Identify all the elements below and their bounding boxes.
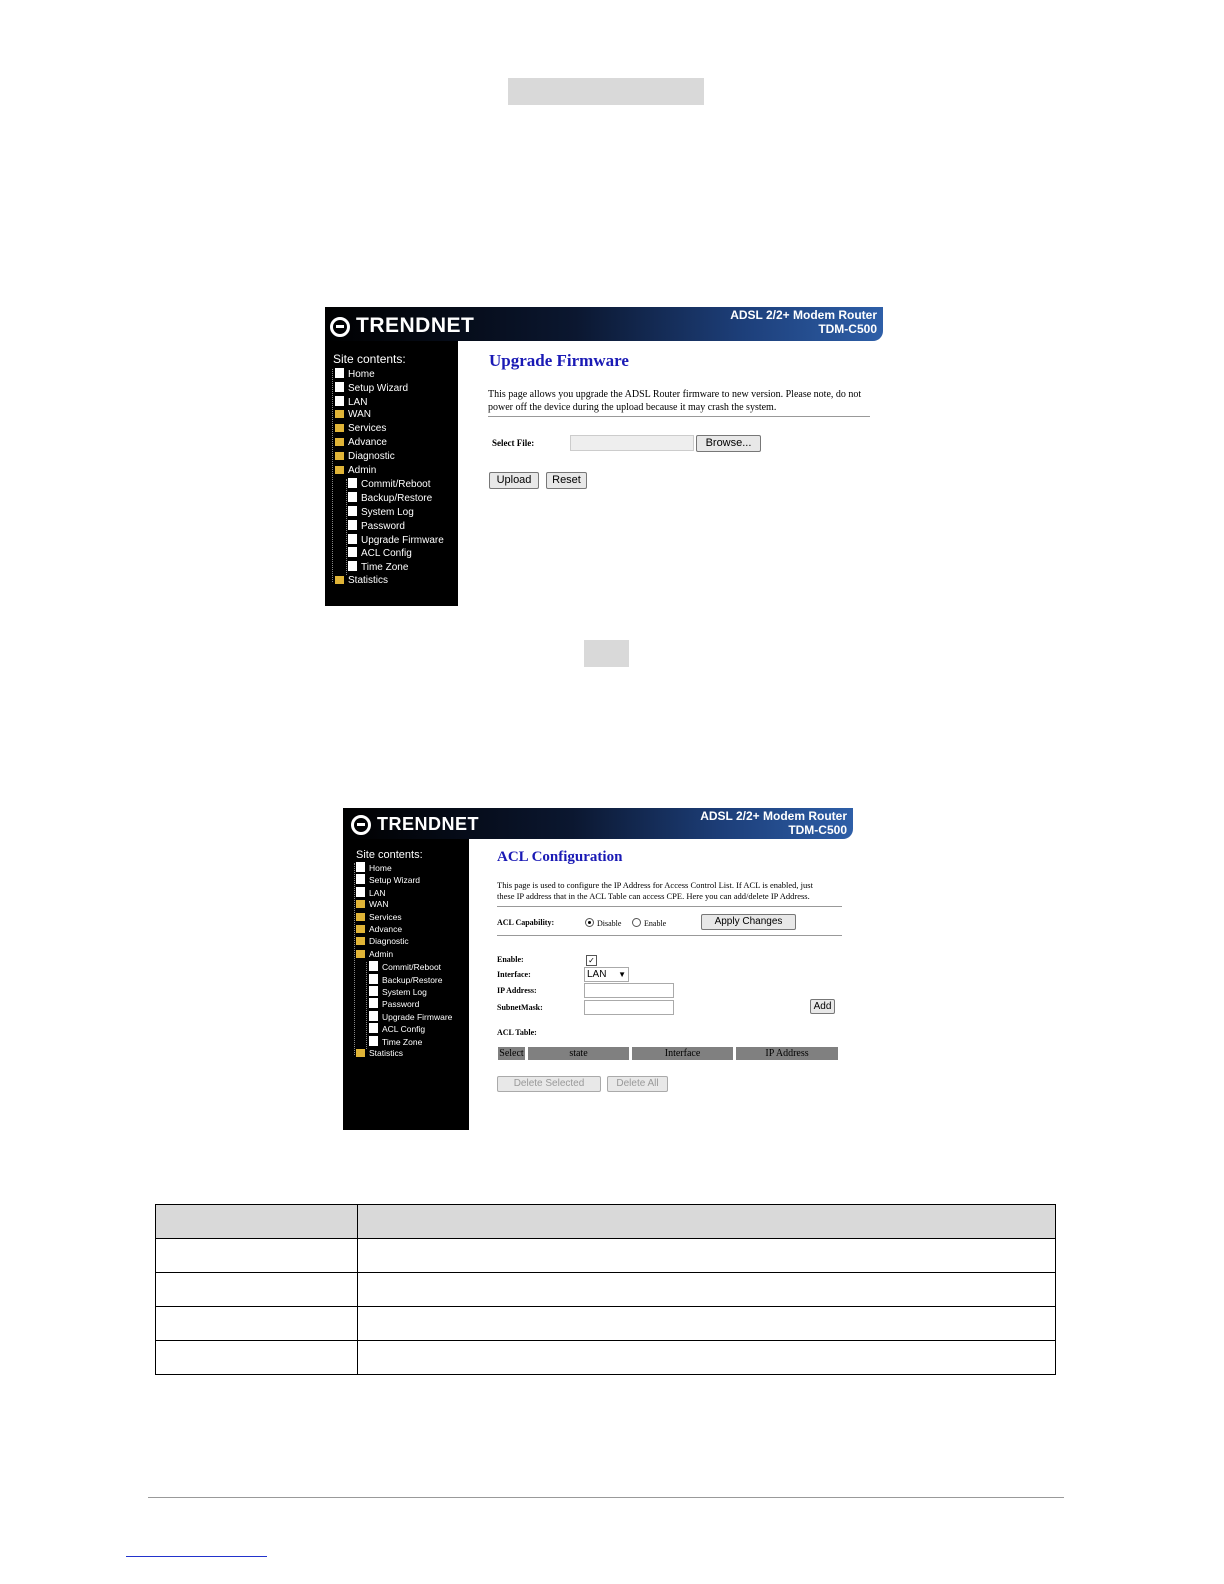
document-icon — [348, 520, 357, 530]
document-icon — [369, 986, 378, 996]
tree-line — [366, 962, 367, 1049]
table-header-state: state — [528, 1047, 629, 1060]
trendnet-logo: TRENDNET — [330, 314, 474, 338]
sidebar-item-label: Backup/Restore — [361, 493, 433, 505]
sidebar-item-label: Commit/Reboot — [382, 962, 442, 973]
enable-checkbox[interactable]: ✓ — [586, 955, 597, 966]
table-cell — [358, 1273, 1056, 1307]
table-cell — [156, 1273, 358, 1307]
sidebar-item-system-log[interactable] — [348, 506, 414, 518]
table-cell — [358, 1239, 1056, 1273]
interface-label: Interface: — [497, 970, 531, 979]
folder-icon — [356, 925, 365, 933]
document-icon — [356, 862, 365, 872]
sidebar-item-statistics[interactable] — [335, 575, 388, 586]
folder-icon — [335, 438, 344, 446]
tree-line — [346, 479, 347, 575]
file-path-input[interactable] — [570, 435, 694, 451]
document-icon — [348, 492, 357, 502]
document-icon — [348, 547, 357, 557]
sidebar-item-diagnostic[interactable] — [356, 936, 409, 946]
sidebar-item-upgrade-firmware[interactable] — [369, 1011, 452, 1022]
subnet-mask-label: SubnetMask: — [497, 1003, 543, 1012]
sidebar-item-label: WAN — [348, 409, 371, 421]
sidebar-item-label: ACL Config — [361, 548, 412, 560]
document-icon — [335, 396, 344, 406]
divider — [488, 416, 870, 417]
document-icon — [369, 998, 378, 1008]
folder-icon — [356, 937, 365, 945]
folder-icon — [356, 950, 365, 958]
folder-icon — [335, 452, 344, 460]
acl-configuration-screenshot — [343, 808, 855, 1130]
sidebar-item-commit-reboot[interactable] — [369, 961, 441, 972]
sidebar-item-label: Upgrade Firmware — [382, 1011, 453, 1022]
document-icon — [356, 887, 365, 897]
sidebar-item-label: Services — [369, 911, 402, 922]
sidebar-item-setup-wizard[interactable] — [356, 874, 420, 885]
sidebar-item-system-log[interactable] — [369, 986, 427, 997]
table-header-ip-address: IP Address — [736, 1047, 838, 1060]
document-icon — [348, 534, 357, 544]
sidebar-item-diagnostic[interactable] — [335, 451, 395, 462]
sidebar-item-label: Advance — [348, 437, 387, 448]
divider — [497, 906, 842, 907]
sidebar-item-label: Time Zone — [382, 1036, 423, 1047]
caption-bar — [584, 640, 629, 667]
select-file-label: Select File: — [492, 438, 535, 448]
sidebar-item-services[interactable] — [335, 423, 386, 434]
sidebar-item-label: Diagnostic — [369, 936, 409, 947]
sidebar-item-label: System Log — [382, 987, 427, 997]
divider — [497, 935, 842, 936]
folder-icon — [356, 900, 365, 908]
sidebar-item-label: LAN — [369, 887, 386, 898]
document-icon — [369, 1011, 378, 1021]
sidebar-item-label: System Log — [361, 507, 414, 518]
folder-icon — [335, 410, 344, 418]
document-icon — [369, 961, 378, 971]
sidebar-item-label: Home — [369, 863, 392, 873]
trendnet-logo: TRENDNET — [351, 814, 479, 835]
sidebar-item-backup-restore[interactable] — [348, 492, 432, 504]
sidebar — [343, 839, 469, 1130]
apply-changes-button[interactable]: Apply Changes — [701, 914, 796, 930]
sidebar-item-label: LAN — [348, 396, 368, 408]
folder-icon — [356, 1049, 365, 1057]
sidebar-item-time-zone[interactable] — [348, 561, 408, 573]
sidebar-item-label: Admin — [369, 948, 394, 959]
sidebar-item-admin[interactable] — [356, 949, 393, 959]
document-icon — [369, 1023, 378, 1033]
sidebar-item-admin[interactable] — [335, 465, 376, 476]
acl-table-label: ACL Table: — [497, 1028, 537, 1037]
sidebar-item-label: ACL Config — [382, 1024, 426, 1035]
sidebar-item-lan[interactable] — [356, 887, 386, 898]
sidebar-item-label: Diagnostic — [348, 450, 395, 462]
add-button[interactable]: Add — [810, 999, 835, 1014]
sidebar-item-acl-config[interactable] — [348, 547, 412, 559]
document-icon — [348, 561, 357, 571]
sidebar-item-acl-config[interactable] — [369, 1023, 425, 1034]
page-title: ACL Configuration — [497, 849, 623, 865]
table-row — [156, 1273, 1056, 1307]
footer-link[interactable] — [126, 1556, 267, 1557]
tree-line — [332, 369, 333, 582]
delete-selected-button[interactable]: Delete Selected — [497, 1076, 601, 1092]
table-header-interface: Interface — [632, 1047, 733, 1060]
radio-selected-icon — [585, 918, 594, 927]
trendnet-logo-icon — [351, 815, 371, 835]
folder-icon — [356, 913, 365, 921]
sidebar-item-label: Services — [348, 423, 387, 435]
sidebar — [325, 341, 458, 606]
table-header-cell — [358, 1205, 1056, 1239]
sidebar-item-home[interactable] — [356, 862, 392, 873]
sidebar-item-label: Time Zone — [361, 562, 409, 574]
folder-icon — [335, 576, 344, 584]
sidebar-item-home[interactable] — [335, 368, 375, 380]
reset-button[interactable]: Reset — [546, 472, 587, 489]
delete-all-button[interactable]: Delete All — [607, 1076, 668, 1092]
browse-button[interactable]: Browse... — [696, 435, 761, 452]
chevron-down-icon: ▼ — [618, 970, 626, 979]
sidebar-item-label: Statistics — [348, 575, 389, 586]
document-icon — [335, 368, 344, 378]
model-name: ADSL 2/2+ Modem Router TDM-C500 — [700, 809, 847, 837]
ip-address-input[interactable] — [584, 983, 674, 998]
sidebar-item-label: Password — [361, 520, 405, 532]
sidebar-item-backup-restore[interactable] — [369, 974, 442, 985]
upload-button[interactable]: Upload — [489, 472, 539, 489]
table-cell — [358, 1307, 1056, 1341]
sidebar-item-wan[interactable] — [335, 409, 371, 420]
sidebar-item-label: Home — [348, 369, 375, 380]
table-row — [156, 1307, 1056, 1341]
sidebar-item-label: Setup Wizard — [369, 875, 421, 886]
sidebar-item-services[interactable] — [356, 912, 402, 922]
tree-line — [354, 863, 355, 1055]
description-table — [155, 1204, 1056, 1375]
document-icon — [356, 874, 365, 884]
acl-disable-radio[interactable]: Disable — [585, 918, 621, 928]
folder-icon — [335, 466, 344, 474]
enable-label: Enable: — [497, 955, 524, 964]
model-name: ADSL 2/2+ Modem Router TDM-C500 — [730, 308, 877, 336]
sidebar-item-label: Backup/Restore — [382, 974, 443, 985]
table-header-row — [156, 1205, 1056, 1239]
sidebar-item-advance[interactable] — [356, 924, 402, 934]
page-title: Upgrade Firmware — [489, 351, 629, 370]
sidebar-item-label: Advance — [369, 924, 403, 934]
sidebar-item-setup-wizard[interactable] — [335, 382, 408, 394]
table-cell — [156, 1341, 358, 1375]
sidebar-item-time-zone[interactable] — [369, 1036, 422, 1047]
page-description: This page is used to configure the IP Address for Access Control List. If ACL is enabled, just these IP address that in the ACL Table can access CPE. Here you can add/delete IP Address. — [497, 880, 813, 901]
subnet-mask-input[interactable] — [584, 1000, 674, 1015]
sidebar-item-password[interactable] — [348, 520, 405, 532]
sidebar-item-label: Setup Wizard — [348, 382, 409, 394]
sidebar-item-label: Upgrade Firmware — [361, 534, 444, 546]
sidebar-item-advance[interactable] — [335, 437, 387, 448]
site-contents-label: Site contents: — [333, 352, 406, 366]
sidebar-item-label: Admin — [348, 464, 377, 476]
sidebar-item-upgrade-firmware[interactable] — [348, 534, 444, 546]
table-header-cell — [156, 1205, 358, 1239]
table-row — [156, 1239, 1056, 1273]
sidebar-item-label: WAN — [369, 899, 389, 910]
section-heading-bar — [508, 78, 704, 105]
sidebar-item-label: Commit/Reboot — [361, 479, 431, 491]
document-icon — [348, 506, 357, 516]
site-contents-label: Site contents: — [356, 849, 423, 861]
sidebar-item-wan[interactable] — [356, 899, 389, 909]
upgrade-firmware-screenshot — [325, 307, 885, 606]
document-icon — [335, 382, 344, 392]
acl-capability-label: ACL Capability: — [497, 918, 555, 927]
document-icon — [369, 1036, 378, 1046]
table-header-select: Select — [499, 1048, 524, 1059]
footer-divider — [148, 1497, 1064, 1498]
sidebar-item-lan[interactable] — [335, 396, 367, 408]
sidebar-item-statistics[interactable] — [356, 1048, 403, 1058]
document-icon — [369, 974, 378, 984]
document-icon — [348, 478, 357, 488]
sidebar-item-password[interactable] — [369, 998, 419, 1009]
radio-empty-icon — [632, 918, 641, 927]
table-cell — [358, 1341, 1056, 1375]
page-description: This page allows you upgrade the ADSL Router firmware to new version. Please note, do not power off the device during the upload because it may crash the system. — [488, 389, 862, 413]
table-cell — [156, 1239, 358, 1273]
acl-enable-radio[interactable]: Enable — [632, 918, 666, 928]
table-cell — [156, 1307, 358, 1341]
folder-icon — [335, 424, 344, 432]
ip-address-label: IP Address: — [497, 986, 537, 995]
sidebar-item-label: Password — [382, 999, 420, 1010]
sidebar-item-commit-reboot[interactable] — [348, 478, 430, 490]
trendnet-logo-icon — [330, 317, 350, 337]
sidebar-item-label: Statistics — [369, 1048, 404, 1058]
table-row — [156, 1341, 1056, 1375]
interface-select[interactable]: LAN ▼ — [584, 967, 629, 982]
